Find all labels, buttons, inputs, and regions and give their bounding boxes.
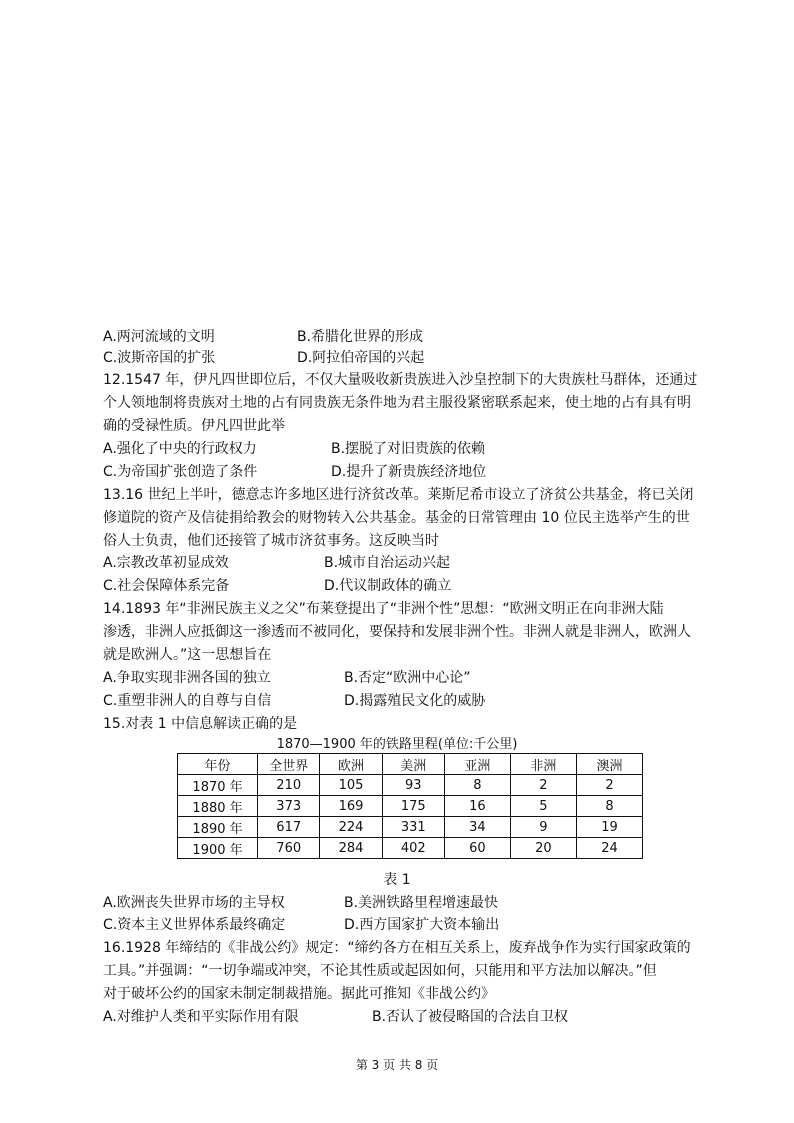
q14-options-row-1 [103, 668, 703, 688]
cell-america: 93 [382, 775, 444, 796]
header-africa: 非洲 [510, 754, 576, 775]
q12-option-d: D.提升了新贵族经济地位 [331, 464, 487, 480]
q11-option-c: C.波斯帝国的扩张 [103, 350, 216, 366]
cell-world: 617 [258, 817, 320, 838]
q16-option-b: B.否认了被侵略国的合法自卫权 [372, 1009, 569, 1025]
q11-option-a: A.两河流域的文明 [103, 329, 215, 345]
q12-options-row-2 [103, 462, 703, 482]
table-header-row [178, 754, 643, 775]
q12-options-row-1 [103, 439, 703, 459]
table-row [178, 775, 643, 796]
q14-option-a: A.争取实现非洲各国的独立 [103, 670, 271, 686]
q15-option-c: C.资本主义世界体系最终确定 [103, 917, 286, 933]
q13-option-c: C.社会保障体系完备 [103, 578, 230, 594]
q13-options-row-1 [103, 553, 703, 573]
q12-stem-line-2: 个人领地制将贵族对土地的占有同贵族无条件地为君主服役紧密联系起来，使土地的占有具有明 [103, 395, 691, 411]
q11-options-row-1 [103, 327, 703, 347]
q13-option-a: A.宗教改革初显成效 [103, 555, 229, 571]
q11-option-b: B.希腊化世界的形成 [297, 329, 424, 345]
q12-option-c: C.为帝国扩张创造了条件 [103, 464, 258, 480]
q16-stem-line-1: 16.1928 年缔结的《非战公约》规定：“缔约各方在相互关系上，废弃战争作为实行国家政策的 [103, 940, 691, 956]
cell-asia: 60 [444, 838, 510, 859]
q12-stem-line-3: 确的受禄性质。伊凡四世此举 [103, 418, 285, 434]
cell-asia: 34 [444, 817, 510, 838]
q13-options-row-2 [103, 576, 703, 596]
cell-america: 402 [382, 838, 444, 859]
cell-america: 331 [382, 817, 444, 838]
q15-option-a: A.欧洲丧失世界市场的主导权 [103, 895, 285, 911]
q14-options-row-2 [103, 691, 703, 711]
cell-europe: 284 [320, 838, 382, 859]
q11-option-d: D.阿拉伯帝国的兴起 [297, 350, 425, 366]
table-caption: 表 1 [383, 872, 411, 888]
q13-option-d: D.代议制政体的确立 [324, 578, 452, 594]
cell-africa: 20 [510, 838, 576, 859]
page-footer: 第 3 页 共 8 页 [355, 1058, 439, 1072]
railway-mileage-table [177, 753, 643, 859]
header-oceania: 澳洲 [576, 754, 642, 775]
cell-europe: 169 [320, 796, 382, 817]
q11-options-row-2 [103, 348, 703, 368]
q16-stem-line-2: 工具。”并强调：“一切争端或冲突，不论其性质或起因如何，只能用和平方法加以解决。”但 [103, 963, 657, 979]
q16-option-a: A.对维护人类和平实际作用有限 [103, 1009, 299, 1025]
cell-asia: 8 [444, 775, 510, 796]
header-america: 美洲 [382, 754, 444, 775]
q14-option-d: D.揭露殖民文化的威胁 [344, 693, 486, 709]
cell-world: 373 [258, 796, 320, 817]
q15-option-b: B.美洲铁路里程增速最快 [344, 895, 499, 911]
cell-europe: 105 [320, 775, 382, 796]
cell-africa: 9 [510, 817, 576, 838]
q12-option-b: B.摆脱了对旧贵族的依赖 [331, 441, 486, 457]
cell-oceania: 8 [576, 796, 642, 817]
cell-year: 1890 年 [178, 817, 258, 838]
q14-stem-line-1: 14.1893 年“非洲民族主义之父”布莱登提出了“非洲个性”思想：“欧洲文明正在向非洲大陆 [103, 601, 664, 617]
q15-stem: 15.对表 1 中信息解读正确的是 [103, 716, 298, 732]
cell-oceania: 19 [576, 817, 642, 838]
q14-stem-line-3: 就是欧洲人。”这一思想旨在 [103, 647, 272, 663]
cell-year: 1870 年 [178, 775, 258, 796]
cell-asia: 16 [444, 796, 510, 817]
cell-world: 210 [258, 775, 320, 796]
table-row [178, 817, 643, 838]
cell-africa: 2 [510, 775, 576, 796]
table-title: 1870—1900 年的铁路里程(单位:千公里) [276, 737, 518, 752]
q13-option-b: B.城市自治运动兴起 [324, 555, 451, 571]
q15-options-row-1 [103, 893, 703, 913]
header-europe: 欧洲 [320, 754, 382, 775]
cell-year: 1900 年 [178, 838, 258, 859]
header-world: 全世界 [258, 754, 320, 775]
q16-options-row-1 [103, 1007, 703, 1027]
q14-stem-line-2: 渗透，非洲人应抵御这一渗透而不被同化，要保持和发展非洲个性。非洲人就是非洲人，欧洲人 [103, 624, 691, 640]
q14-option-c: C.重塑非洲人的自尊与自信 [103, 693, 272, 709]
q15-options-row-2 [103, 915, 703, 935]
table-row [178, 838, 643, 859]
header-asia: 亚洲 [444, 754, 510, 775]
q14-option-b: B.否定“欧洲中心论” [344, 670, 471, 686]
q16-stem-line-3: 对于破坏公约的国家未制定制裁措施。据此可推知《非战公约》 [103, 986, 495, 1002]
q13-stem-line-1: 13.16 世纪上半叶，德意志许多地区进行济贫改革。莱斯尼希市设立了济贫公共基金，将已关闭 [103, 487, 694, 503]
cell-america: 175 [382, 796, 444, 817]
q12-option-a: A.强化了中央的行政权力 [103, 441, 257, 457]
cell-year: 1880 年 [178, 796, 258, 817]
q13-stem-line-3: 俗人士负责，他们还接管了城市济贫事务。这反映当时 [103, 533, 439, 549]
cell-world: 760 [258, 838, 320, 859]
cell-oceania: 24 [576, 838, 642, 859]
q15-option-d: D.西方国家扩大资本输出 [344, 917, 500, 933]
cell-oceania: 2 [576, 775, 642, 796]
cell-africa: 5 [510, 796, 576, 817]
q13-stem-line-2: 修道院的资产及信徒捐给教会的财物转入公共基金。基金的日常管理由 10 位民主选举产生的世 [103, 510, 690, 526]
header-year: 年份 [178, 754, 258, 775]
table-row [178, 796, 643, 817]
q12-stem-line-1: 12.1547 年，伊凡四世即位后，不仅大量吸收新贵族进入沙皇控制下的大贵族杜马群体，还通过 [103, 372, 698, 388]
cell-europe: 224 [320, 817, 382, 838]
